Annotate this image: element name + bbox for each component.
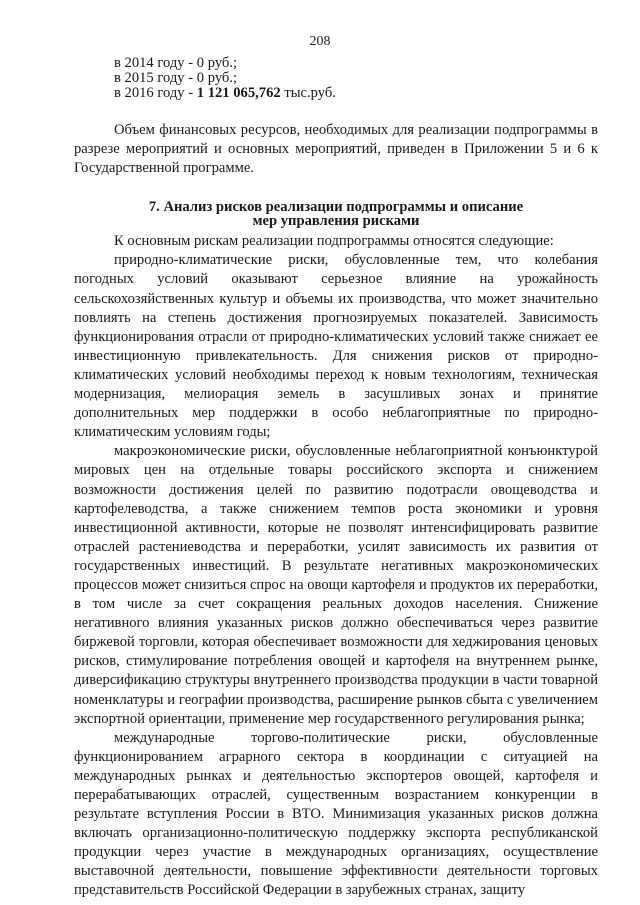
section-heading (74, 200, 598, 228)
section-heading-line: 7. Анализ рисков реализации подпрограммы и описание (148, 199, 524, 216)
budget-unit: руб.; (204, 70, 238, 86)
budget-year-label: в 2014 году - (114, 55, 197, 71)
section-heading-line: мер управления рисками (252, 213, 420, 230)
budget-list (74, 56, 598, 101)
budget-line-2016 (114, 86, 598, 101)
document-body (74, 56, 598, 901)
climate-risks-paragraph: природно-климатические риски, обусловленные тем, что колебания погодных условий оказывают серьезное влияние на урожайность сельскохозяйственных культур и объемы их производства, что может значительно повлиять на степень достижения прогнозируемых показателей. Зависимость функционирования отрасли от природно-климатических условий также снижает ее инвестиционную привлекательность. Для снижения рисков от природно-климатических условий необходимы переход к новым технологиям, техническая модернизация, мелиорация земель в засушливых зонах и принятие дополнительных мер поддержки в особо неблагоприятные по природно-климатическим условиям годы; (74, 252, 598, 441)
resources-paragraph: Объем финансовых ресурсов, необходимых для реализации подпрограммы в разрезе мероприятий и основных мероприятий, приведен в Приложении 5 и 6 к Государственной программе. (74, 122, 598, 177)
macroeconomic-risks-paragraph: макроэкономические риски, обусловленные неблагоприятной конъюнктурой мировых цен на отдельные товары российского экспорта и снижением возможности достижения целей по развитию подотрасли овощеводства и картофелеводства, а также снижением темпов роста экономики и уровня инвестиционной активности, которые не позволят интенсифицировать развитие отраслей растениеводства и переработки, усилят зависимость их развития от государственных инвестиций. В результате негативных макроэкономических процессов может снизиться спрос на овощи картофеля и продуктов их переработки, в том числе за счет сокращения реальных доходов населения. Снижение негативного влияния указанных рисков должно обеспечиваться через развитие биржевой торговли, которая обеспечивает возможности для хеджирования ценовых рисков, стимулирование потребления овощей и картофеля на внутреннем рынке, диверсификацию структуры внутреннего производства продукции в части товарной номенклатуры и географии производства, расширение рынков сбыта с увеличением экспортной ориентации, применение мер государственного регулирования рынка; (74, 443, 598, 727)
budget-unit: руб.; (204, 55, 238, 71)
budget-amount: 0 (196, 55, 205, 71)
budget-unit: тыс.руб. (280, 85, 336, 101)
budget-amount: 1 121 065,762 (196, 85, 281, 101)
trade-political-risks-paragraph: международные торгово-политические риски, обусловленные функционированием аграрного сектора в координации с ситуацией на международных рынках и деятельностью экспортеров овощей, картофеля и перерабатывающих отраслей, существенным возрастанием конкуренции в результате вступления России в ВТО. Минимизация указанных рисков должна включать организационно-политическую поддержку экспорта республиканской продукции через участие в международных организациях, осуществление выставочной деятельности, повышение эффективности деятельности торговых представительств Российской Федерации в зарубежных странах, защиту (74, 729, 598, 899)
budget-line-2014 (114, 56, 598, 71)
page-number: 208 (309, 34, 331, 49)
budget-year-label: в 2015 году - (114, 70, 197, 86)
budget-year-label: в 2016 году - (114, 85, 197, 101)
budget-line-2015 (114, 71, 598, 86)
risks-intro-paragraph: К основным рискам реализации подпрограммы относятся следующие: (114, 233, 554, 250)
budget-amount: 0 (196, 70, 205, 86)
